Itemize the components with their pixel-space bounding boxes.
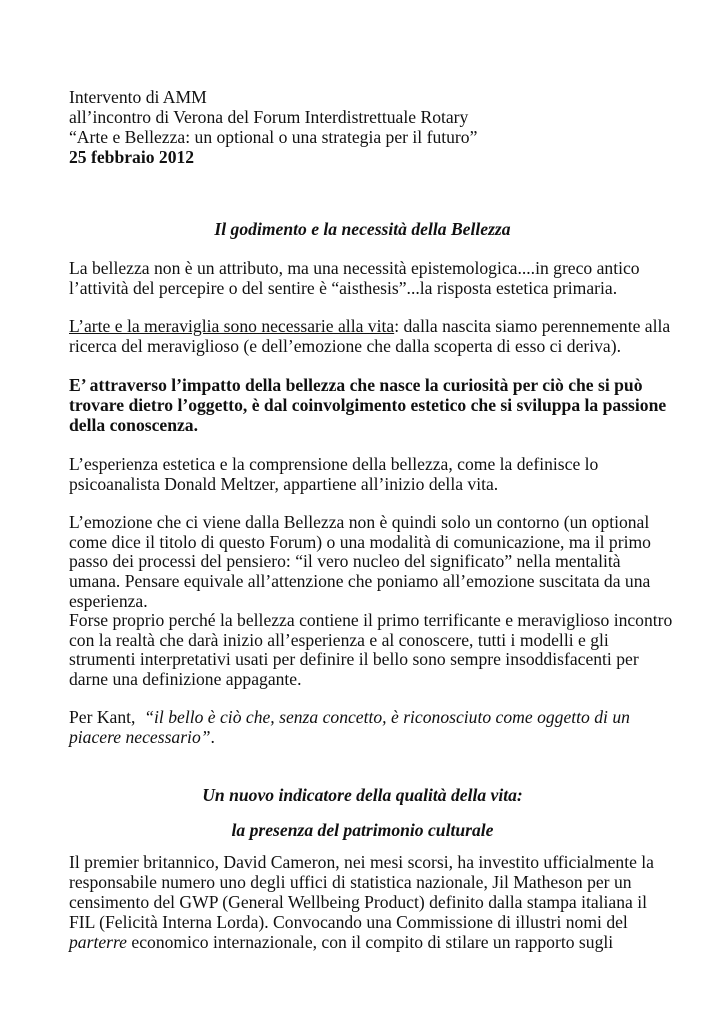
paragraph-line: umana. Pensare equivale all’attenzione che poniamo all’emozione suscitata da una	[69, 571, 651, 591]
italic-quote: “il bello è ciò che, senza concetto, è riconosciuto come oggetto di un	[144, 707, 630, 727]
paragraph-line: censimento del GWP (General Wellbeing Product) definito dalla stampa italiana il	[69, 892, 648, 912]
paragraph-line: psicoanalista Donald Meltzer, appartiene all’inizio della vita.	[69, 474, 499, 494]
kant-quote-line	[69, 707, 630, 727]
header-line: all’incontro di Verona del Forum Interdistrettuale Rotary	[69, 107, 469, 127]
text: .	[210, 727, 215, 747]
paragraph-line: strumenti interpretativi usati per definire il bello sono sempre insoddisfacenti per	[69, 649, 639, 669]
paragraph-line: darne una definizione appagante.	[69, 669, 302, 689]
paragraph-line: L’esperienza estetica e la comprensione della bellezza, come la definisce lo	[69, 454, 599, 474]
bold-paragraph-line: E’ attraverso l’impatto della bellezza che nasce la curiosità per ciò che si può	[69, 375, 643, 395]
paragraph-line: l’attività del percepire o del sentire è “aisthesis”...la risposta estetica primaria.	[69, 278, 618, 298]
bold-paragraph-line: trovare dietro l’oggetto, è dal coinvolgimento estetico che si sviluppa la passione	[69, 395, 667, 415]
paragraph-line	[69, 316, 670, 336]
underlined-text: L’arte e la meraviglia sono necessarie alla vita	[69, 316, 395, 336]
paragraph-line: Forse proprio perché la bellezza contiene il primo terrificante e meraviglioso incontro	[69, 610, 673, 630]
text: Per Kant,	[69, 707, 136, 727]
section-subtitle: la presenza del patrimonio culturale	[231, 820, 494, 840]
paragraph-line: passo dei processi del pensiero: “il vero nucleo del significato” nella mentalità	[69, 551, 621, 571]
paragraph-line: Il premier britannico, David Cameron, nei mesi scorsi, ha investito ufficialmente la	[69, 852, 654, 872]
italic-quote: piacere necessario”	[69, 727, 211, 747]
section-title: Un nuovo indicatore della qualità della vita:	[202, 785, 523, 805]
italic-text: parterre	[69, 932, 127, 952]
section-title: Il godimento e la necessità della Bellezza	[214, 219, 511, 239]
paragraph-line: con la realtà che darà inizio all’esperienza e al conoscere, tutti i modelli e gli	[69, 630, 609, 650]
paragraph-line	[69, 932, 613, 952]
paragraph-line: L’emozione che ci viene dalla Bellezza non è quindi solo un contorno (un optional	[69, 512, 650, 532]
paragraph-line: esperienza.	[69, 591, 148, 611]
paragraph-line: ricerca del meraviglioso (e dell’emozione che dalla scoperta di esso ci deriva).	[69, 336, 621, 356]
header-line: Intervento di AMM	[69, 87, 207, 107]
paragraph-line: responsabile numero uno degli uffici di statistica nazionale, Jil Matheson per un	[69, 872, 632, 892]
bold-paragraph-line: della conoscenza.	[69, 415, 199, 435]
kant-quote-line	[69, 727, 215, 747]
paragraph-line: FIL (Felicità Interna Lorda). Convocando una Commissione di illustri nomi del	[69, 912, 628, 932]
text: : dalla nascita siamo perennemente alla	[394, 316, 671, 336]
paragraph-line: La bellezza non è un attributo, ma una necessità epistemologica....in greco antico	[69, 258, 640, 278]
header-date: 25 febbraio 2012	[69, 147, 195, 167]
header-line: “Arte e Bellezza: un optional o una strategia per il futuro”	[69, 127, 478, 147]
text: economico internazionale, con il compito di stilare un rapporto sugli	[127, 932, 614, 952]
paragraph-line: come dice il titolo di questo Forum) o una modalità di comunicazione, ma il primo	[69, 532, 651, 552]
